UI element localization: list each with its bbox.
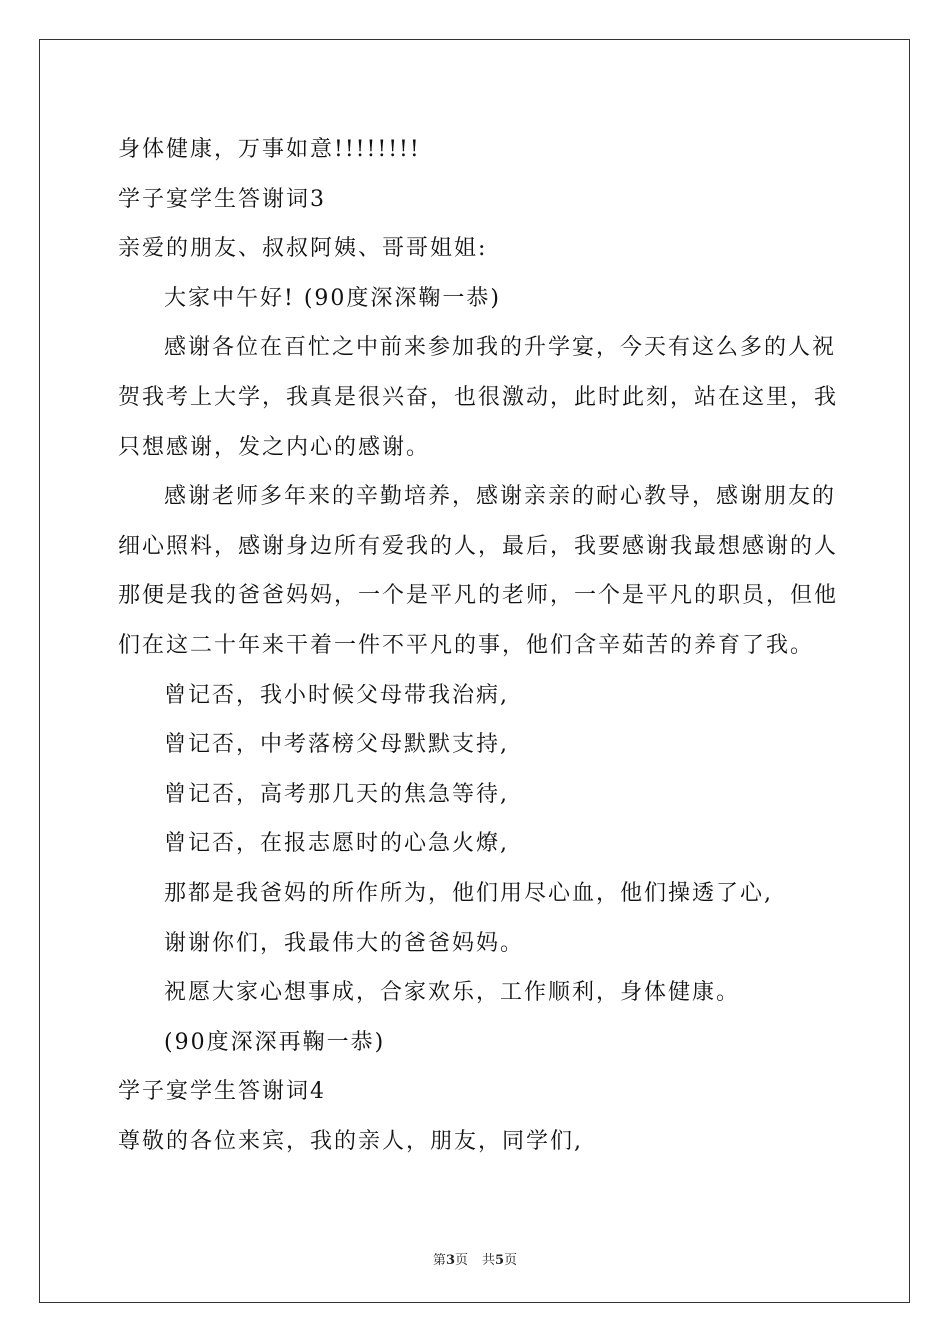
paragraph-line: 曾记否，中考落榜父母默默支持, <box>164 732 509 758</box>
closing-line: 身体健康，万事如意!!!!!!!! <box>118 137 421 162</box>
paragraph-line: 祝愿大家心想事成，合家欢乐，工作顺利，身体健康。 <box>164 980 741 1006</box>
paragraph-line: 曾记否，我小时候父母带我治病, <box>164 682 509 708</box>
section-heading: 学子宴学生答谢词4 <box>118 1079 326 1105</box>
salutation: 亲爱的朋友、叔叔阿姨、哥哥姐姐: <box>118 236 488 262</box>
footer-page-suffix: 页 <box>454 1253 468 1268</box>
salutation: 尊敬的各位来宾，我的亲人，朋友，同学们, <box>118 1128 583 1154</box>
section-heading: 学子宴学生答谢词3 <box>118 186 326 212</box>
paragraph-line: 只想感谢，发之内心的感谢。 <box>118 434 431 460</box>
document-body <box>118 125 838 1166</box>
footer-prefix: 第 <box>432 1253 446 1268</box>
footer-total-prefix: 共 <box>482 1253 496 1268</box>
paragraph-line: 大家中午好! (90度深深鞠一恭) <box>164 285 501 311</box>
current-page-number: 3 <box>445 1253 455 1268</box>
paragraph-line: (90度深深再鞠一恭) <box>164 1029 386 1055</box>
paragraph-line: 谢谢你们，我最伟大的爸爸妈妈。 <box>164 930 525 956</box>
paragraph-line: 细心照料，感谢身边所有爱我的人，最后，我要感谢我最想感谢的人 <box>118 533 839 559</box>
footer-total-suffix: 页 <box>504 1253 518 1268</box>
paragraph-line: 们在这二十年来干着一件不平凡的事，他们含辛茹苦的养育了我。 <box>118 632 815 658</box>
page-footer <box>0 1249 950 1268</box>
paragraph-line: 那便是我的爸爸妈妈，一个是平凡的老师，一个是平凡的职员，但他 <box>118 583 839 609</box>
paragraph-line: 感谢老师多年来的辛勤培养，感谢亲亲的耐心教导，感谢朋友的 <box>164 484 837 510</box>
paragraph-line: 曾记否，高考那几天的焦急等待, <box>164 781 509 807</box>
paragraph-line: 那都是我爸妈的所作所为，他们用尽心血，他们操透了心, <box>164 880 773 906</box>
paragraph-line: 贺我考上大学，我真是很兴奋，也很激动，此时此刻，站在这里，我 <box>118 384 839 410</box>
paragraph-line: 曾记否，在报志愿时的心急火燎, <box>164 831 509 857</box>
total-pages-number: 5 <box>495 1253 505 1268</box>
paragraph-line: 感谢各位在百忙之中前来参加我的升学宴，今天有这么多的人祝 <box>164 335 837 361</box>
